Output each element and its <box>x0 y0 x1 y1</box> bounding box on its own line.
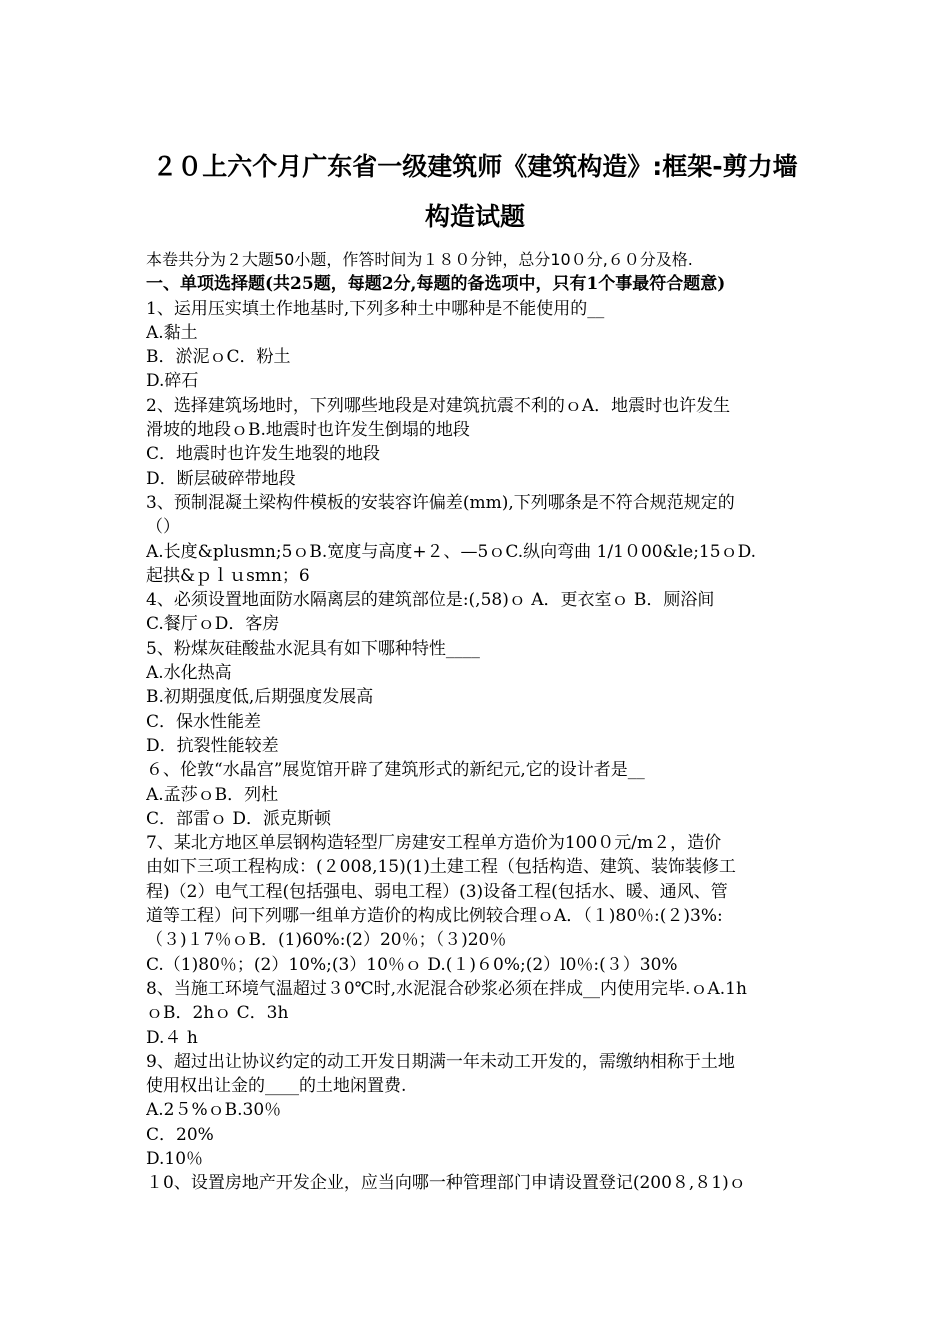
question-3-options-continued: 起拱&ｐｌｕsmn；6 <box>146 565 310 586</box>
question-8: 8、当施工环境气温超过３0℃时,水泥混合砂浆必须在拌成__内使用完毕.ｏA.1h <box>146 978 747 999</box>
question-9-option: C．20% <box>146 1124 214 1145</box>
exam-instructions: 本卷共分为２大题50小题，作答时间为１８０分钟，总分10０分,６０分及格. <box>146 250 693 269</box>
question-9-option: D.10％ <box>146 1148 204 1169</box>
question-3: 3、预制混凝土梁构件模板的安装容许偏差(mm),下列哪条是不符合规范规定的 <box>146 492 735 513</box>
question-9-options: A.2５%ｏB.30％ <box>146 1100 282 1121</box>
question-3-continued: （） <box>146 517 180 538</box>
document-title-line-1: ２０上六个月广东省一级建筑师《建筑构造》:框架-剪力墙 <box>152 152 798 181</box>
question-2-option: C．地震时也许发生地裂的地段 <box>146 444 381 465</box>
question-5-option: C．保水性能差 <box>146 711 262 732</box>
question-7-options: C.（1)80％；(2）10%;(3）10％ｏ D.(１)６0%;(2）l0％:(３）30% <box>146 954 678 975</box>
question-6-options: A.孟莎ｏB．列杜 <box>146 784 279 805</box>
question-5-option: B.初期强度低,后期强度发展高 <box>146 687 374 708</box>
question-2: 2、选择建筑场地时，下列哪些地段是对建筑抗震不利的ｏA．地震时也许发生 <box>146 395 731 416</box>
question-7-continued: 道等工程）问下列哪一组单方造价的构成比例较合理ｏA．（１)80％:(２)3%: <box>146 906 723 927</box>
document-body <box>146 248 826 1196</box>
question-1: 1、运用压实填土作地基时,下列多种土中哪种是不能使用的__ <box>146 298 605 319</box>
question-5: 5、粉煤灰硅酸盐水泥具有如下哪种特性____ <box>146 638 480 659</box>
question-8-options: ｏB．2hｏ C．3h <box>146 1003 289 1024</box>
document-title-line-2: 构造试题 <box>424 202 525 231</box>
question-10: １0、设置房地产开发企业，应当向哪一种管理部门申请设置登记(200８,８1)ｏ <box>146 1173 746 1194</box>
question-9-continued: 使用权出让金的____的土地闲置费. <box>146 1076 407 1097</box>
question-9: 9、超过出让协议约定的动工开发日期满一年未动工开发的，需缴纳相称于土地 <box>146 1051 735 1072</box>
question-5-option: A.水化热高 <box>146 663 232 684</box>
question-6-options: C．部雷ｏ D．派克斯顿 <box>146 808 332 829</box>
section-heading: 一、单项选择题(共25题，每题2分,每题的备选项中，只有1个事最符合题意) <box>146 274 726 295</box>
question-1-option: A.黏土 <box>146 322 198 343</box>
question-1-option: D.碎石 <box>146 371 199 392</box>
question-5-option: D．抗裂性能较差 <box>146 735 279 756</box>
question-2-continued: 滑坡的地段ｏB.地震时也许发生倒塌的地段 <box>146 420 470 441</box>
question-1-option: B．淤泥ｏC．粉土 <box>146 347 291 368</box>
question-7-continued: 程)（2）电气工程(包括强电、弱电工程）(3)设备工程(包括水、暖、通风、管 <box>146 881 728 902</box>
question-7-continued: 由如下三项工程构成：(２008,15)(1)土建工程（包括构造、建筑、装饰装修工 <box>146 857 736 878</box>
question-3-options: A.长度&plusmn;5ｏB.宽度与高度+２、—5ｏC.纵向弯曲 1/1０00&le;15ｏD. <box>146 541 756 562</box>
question-4: 4、必须设置地面防水隔离层的建筑部位是:(,58)ｏ A．更衣室ｏ B．厕浴间 <box>146 590 715 611</box>
question-7: 7、某北方地区单层钢构造轻型厂房建安工程单方造价为100０元/m２，造价 <box>146 833 722 854</box>
question-4-options: C.餐厅ｏD．客房 <box>146 614 280 635</box>
question-7-options: （３)１7％ｏB．(1)60%:(2）20％；（３)20％ <box>146 930 507 951</box>
question-6: ６、伦敦“水晶宫”展览馆开辟了建筑形式的新纪元,它的设计者是__ <box>146 760 645 781</box>
question-8-options: D.４ h <box>146 1027 198 1048</box>
question-2-option: D．断层破碎带地段 <box>146 468 296 489</box>
